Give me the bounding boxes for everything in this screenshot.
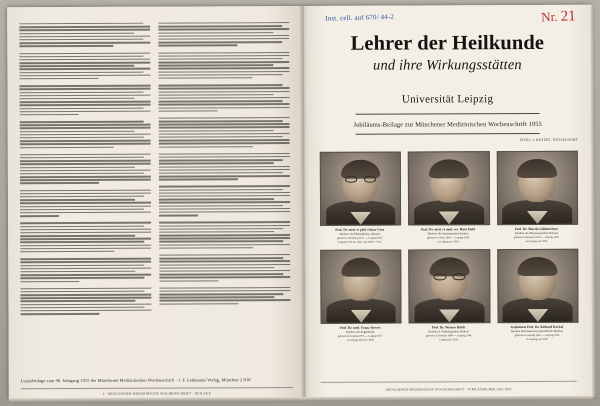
portrait-dates: geboren in Leipzig 1865 — Leipzig 1934 (514, 333, 560, 338)
series-line: Jubiläums-Beilage zur Münchener Medizinischen Wochenschrift 1955 (353, 120, 542, 129)
portrait-caption (497, 227, 576, 243)
portrait-photo (409, 249, 491, 323)
portrait-name: Prof. Dr. med. Franz Sievert (339, 325, 381, 330)
divider-rule-bottom (356, 133, 540, 135)
portrait-dates: geboren in Bremen 1876 — Leipzig 1943 (514, 235, 559, 240)
right-page (303, 5, 593, 398)
portrait-extra: in Leipzig seit 1926 (525, 239, 548, 243)
text-column-right (158, 22, 290, 363)
page-title: Lehrer der Heilkunde (350, 31, 545, 55)
portrait-photo (320, 250, 402, 324)
portrait-cell (496, 151, 576, 243)
portrait-extra: Leipzig seit 1926 (439, 337, 458, 341)
portrait-name: Prof. Dr. Martin Gildemeister (514, 226, 559, 232)
institution-name: Universität Leipzig (401, 93, 494, 106)
portrait-cell (408, 151, 488, 243)
text-column-left (19, 23, 151, 364)
portrait-caption (497, 325, 576, 341)
page-subtitle: und ihre Wirkungsstätten (372, 57, 522, 74)
right-page-footer: MÜNCHENER MEDIZINISCHE WOCHENSCHRIFT · JUBILÄUMS-BEILAGE 1955 (385, 387, 512, 392)
portrait-cell (320, 152, 400, 244)
portrait-caption (408, 227, 487, 243)
portrait-role: Direktor des Instituts für gerichtliche Medizin (510, 329, 564, 334)
divider-rule-top (356, 113, 540, 115)
left-page-footer-rule (21, 387, 293, 389)
portrait-extra: in Leipzig seit 1900 (526, 337, 548, 341)
portrait-caption (320, 228, 399, 244)
portrait-photo (320, 152, 402, 226)
portrait-role: Direktor des Physiologischen Instituts (514, 231, 559, 236)
portrait-dates: geboren in Freiburg 1877 — Leipzig 1947 (336, 236, 383, 240)
portrait-grid (320, 151, 577, 342)
shelfmark-prefix: Nr. (540, 8, 558, 25)
portrait-name: Prof. Dr. med. et phil. Oskar Gros (335, 227, 385, 232)
portrait-caption (321, 326, 400, 342)
shelfmark-number: 21 (559, 8, 576, 25)
photo-credit: FOTO: J. BEYERT, DÜSSELDORF (519, 137, 578, 143)
portrait-name: Geheimrat Prof. Dr. Richard Kockel (510, 324, 564, 330)
portrait-extra: in Leipzig 1914 bis 1939 (346, 338, 374, 342)
handwritten-archive-note: Inst. cell. auf 670/ 44-2 (325, 12, 395, 23)
document-sheet (7, 5, 593, 400)
portrait-role: Direktor des Pharmakolog. Instituts (339, 231, 381, 237)
sheet-edge-right (590, 5, 596, 397)
portrait-cell (320, 250, 400, 342)
portrait-caption (409, 325, 488, 341)
portrait-dates: geboren in Leipzig 1873 — Leipzig 1957 (337, 334, 383, 338)
right-page-footer-rule (321, 381, 577, 383)
left-page-footer-subtitle: 1 · MÜNCHENER MEDIZINISCHE WOCHENSCHRIFT · BEILAGE (102, 391, 211, 396)
portrait-photo (496, 151, 578, 225)
portrait-role: Direktor des Anatomischen Instituts (427, 231, 469, 236)
portrait-extra: Leipzig 1913 bis 1947, seit 1919 o. Prof. (337, 240, 382, 244)
portrait-extra: in Leipzig seit 1902 (437, 239, 459, 243)
handwritten-shelfmark (540, 8, 575, 26)
eyeglasses-icon (433, 273, 465, 280)
portrait-cell (409, 249, 489, 341)
portrait-dates: geboren in Dresden 1880 — Leipzig 1948 (425, 334, 472, 338)
portrait-name: Prof. Dr. Werner Rindt (431, 325, 466, 330)
portrait-name: Prof. Dr. med. et med. vet. Hans Held (421, 227, 476, 232)
portrait-role: Direktor d. Pathologischen Instituts (428, 329, 469, 334)
portrait-photo (408, 151, 490, 225)
portrait-photo (497, 249, 579, 323)
left-page (7, 6, 306, 399)
portrait-role: Direktor der Augenklinik (345, 330, 375, 335)
portrait-cell (497, 249, 577, 341)
portrait-dates: geboren in Wien 1866 — Leipzig 1942 (427, 236, 470, 240)
left-page-footer: Luxusbeilage zum 96. Jahrgang 1955 der Münchener Medizinischen Wochenschrift · J. F. Lehmanns Verlag, München 2 NW (20, 377, 251, 384)
eyeglasses-icon (345, 176, 377, 183)
